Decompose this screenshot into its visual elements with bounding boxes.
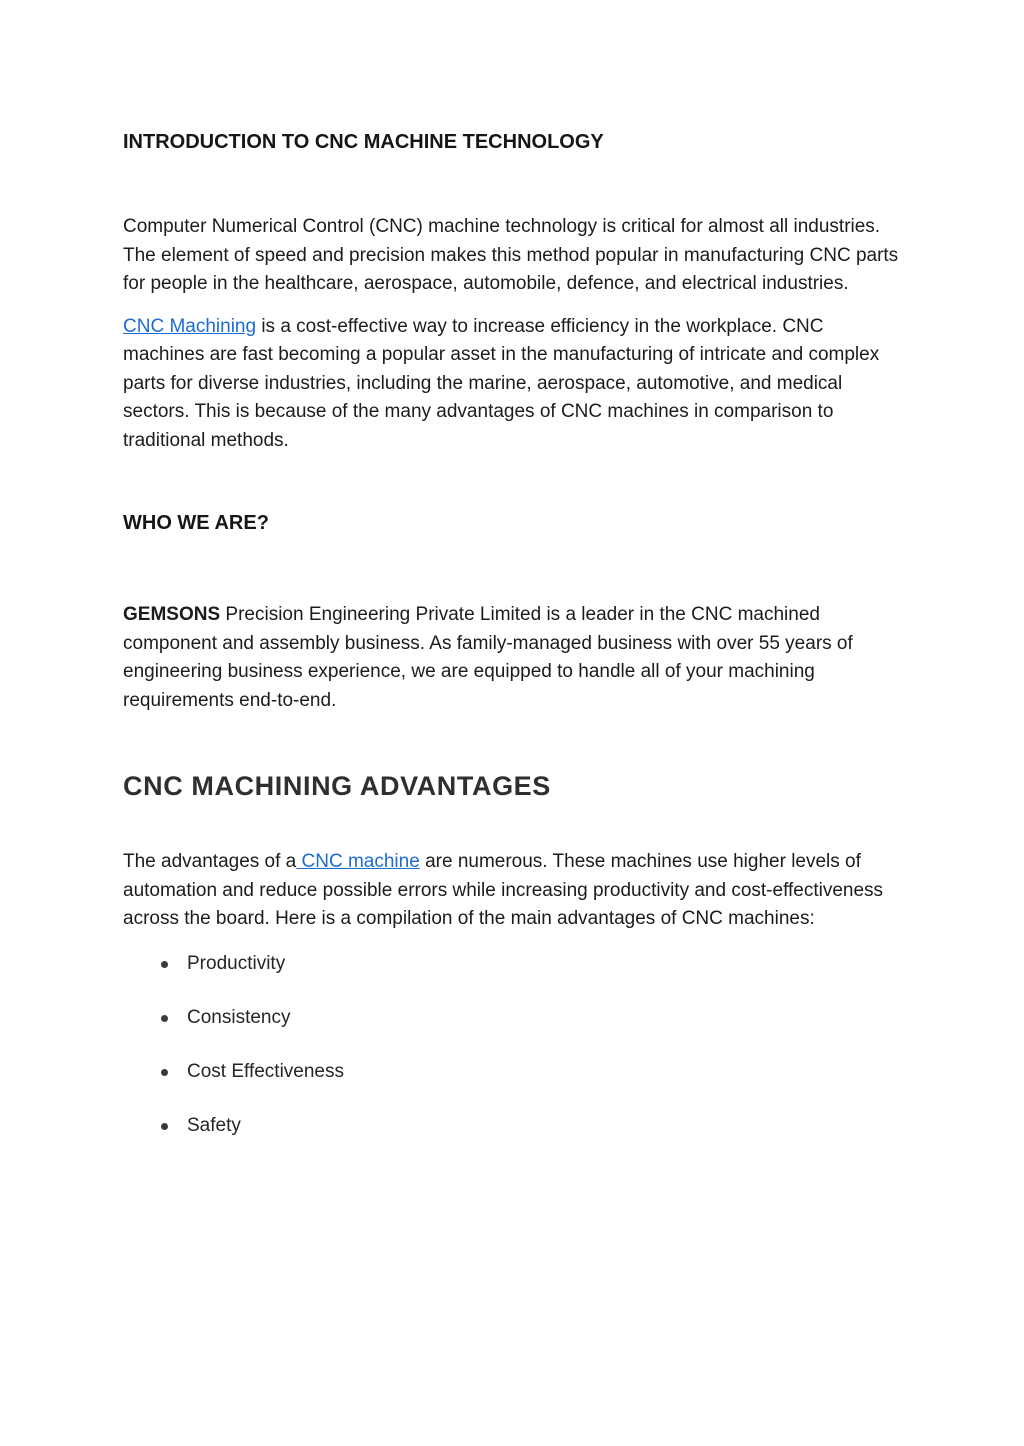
who-we-are-paragraph-text: Precision Engineering Private Limited is a leader in the CNC machined component and assembly business. As family-managed business with over 55 years of engineering business experience, we are equipped to handle all of your machining requirements end-to-end. bbox=[123, 604, 853, 711]
list-item bbox=[123, 950, 905, 978]
bullet-icon bbox=[161, 1069, 168, 1076]
list-item-label: Cost Effectiveness bbox=[187, 1060, 345, 1082]
bullet-icon bbox=[161, 1123, 168, 1130]
advantages-paragraph bbox=[123, 848, 905, 934]
list-item-label: Productivity bbox=[187, 952, 286, 974]
list-item-label: Safety bbox=[187, 1114, 241, 1136]
intro-heading: INTRODUCTION TO CNC MACHINE TECHNOLOGY bbox=[123, 131, 604, 153]
list-item bbox=[123, 1004, 905, 1032]
cnc-machine-link[interactable]: CNC machine bbox=[296, 851, 420, 872]
list-item-label: Consistency bbox=[187, 1006, 291, 1028]
intro-paragraph-text: Computer Numerical Control (CNC) machine technology is critical for almost all industries. The element of speed and precision makes this method popular in manufacturing CNC parts for people in the healthcare, aerospace, automobile, defence, and electrical industries. bbox=[123, 216, 899, 294]
advantages-paragraph-before-link: The advantages of a bbox=[123, 851, 297, 872]
bullet-icon bbox=[161, 1015, 168, 1022]
advantages-heading: CNC MACHINING ADVANTAGES bbox=[123, 771, 551, 801]
cnc-machining-link[interactable]: CNC Machining bbox=[123, 315, 257, 337]
document-content bbox=[123, 131, 905, 1140]
who-we-are-paragraph bbox=[123, 601, 905, 715]
list-item bbox=[123, 1058, 905, 1086]
who-we-are-heading: WHO WE ARE? bbox=[123, 512, 269, 534]
machining-paragraph bbox=[123, 313, 905, 456]
advantages-list bbox=[123, 950, 905, 1140]
advantages-paragraph-after-link: are numerous. These machines use higher levels of automation and reduce possible errors while increasing productivity and cost-effectiveness across the board. Here is a compilation of the main advantages of CNC machines: bbox=[123, 851, 884, 929]
gemsons-bold-text: GEMSONS bbox=[123, 604, 221, 625]
bullet-icon bbox=[161, 961, 168, 968]
machining-paragraph-text: is a cost-effective way to increase efficiency in the workplace. CNC machines are fast becoming a popular asset in the manufacturing of intricate and complex parts for diverse industries, including the marine, aerospace, automotive, and medical sectors. This is because of the many advantages of CNC machines in comparison to traditional methods. bbox=[123, 315, 880, 451]
intro-paragraph bbox=[123, 213, 905, 299]
list-item bbox=[123, 1112, 905, 1140]
